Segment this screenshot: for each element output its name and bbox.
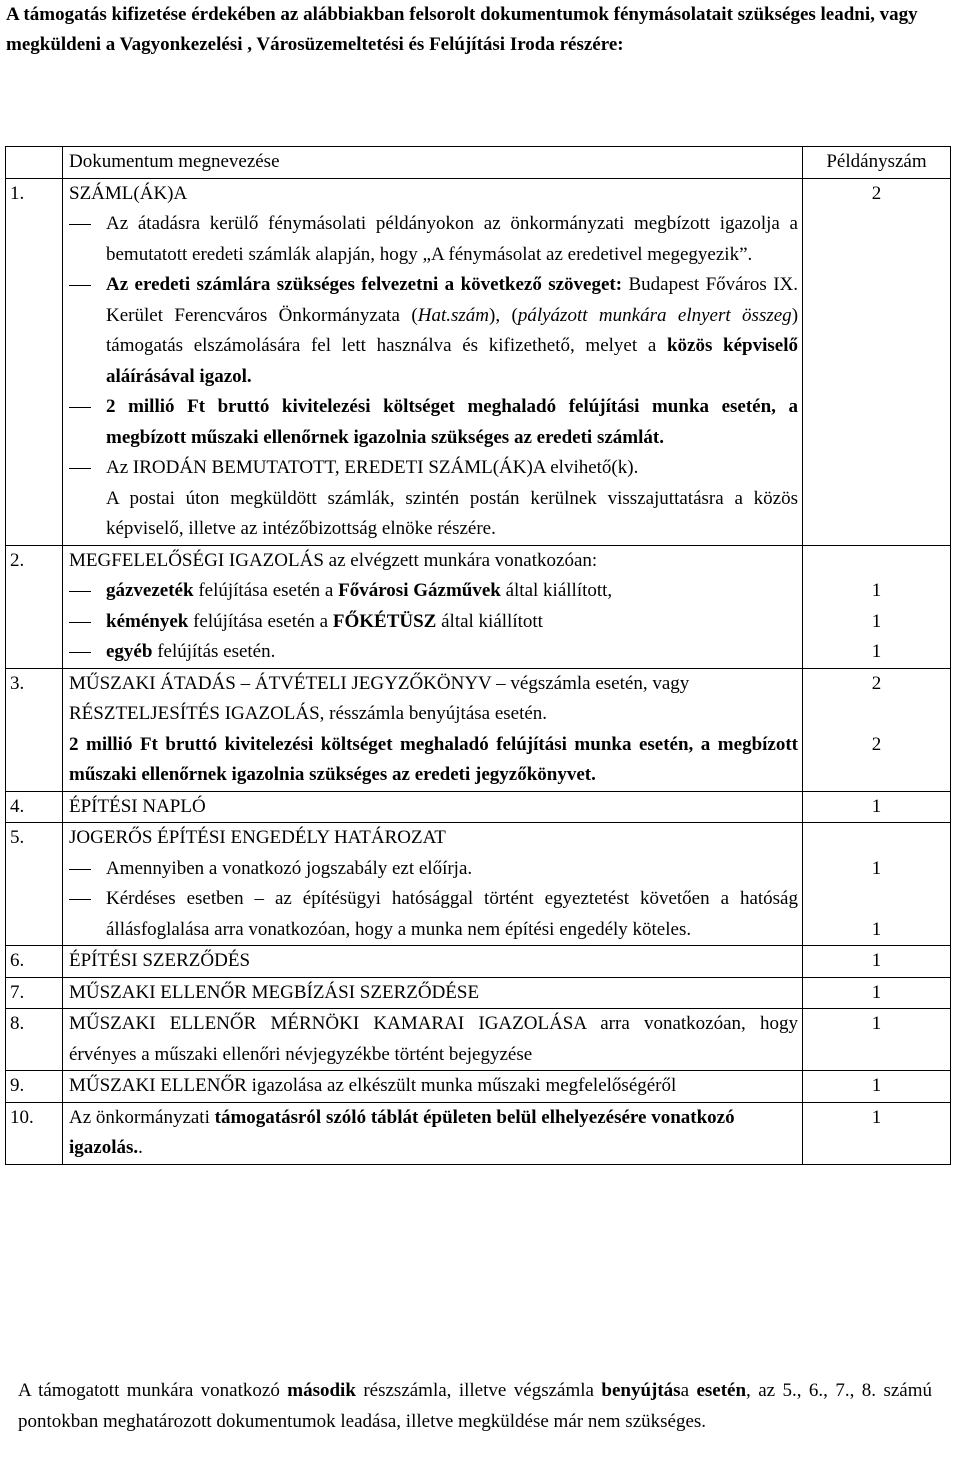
row-description: ÉPÍTÉSI SZERZŐDÉS (63, 946, 803, 978)
row-number: 2. (6, 545, 63, 668)
bullet-continuation: A postai úton megküldött számlák, szintén postán kerülnek visszajuttatásra a közös képviselő, illetve az intézőbizottság elnöke részére. (106, 487, 798, 539)
row-note: 2 millió Ft bruttó kivitelezési költséget meghaladó felújítási munka esetén, a megbízott műszaki ellenőrnek igazolnia szükséges az eredeti jegyzőkönyvet. (69, 733, 798, 785)
dash-icon (69, 622, 91, 623)
row-count: 1 1 (803, 823, 951, 946)
row-number: 10. (6, 1102, 63, 1164)
dash-icon (69, 652, 91, 653)
row-number: 1. (6, 178, 63, 545)
row-description (63, 668, 803, 791)
dash-icon (69, 224, 91, 225)
row-number: 6. (6, 946, 63, 978)
header-count: Példányszám (803, 147, 951, 179)
dash-icon (69, 468, 91, 469)
table-row (6, 1102, 951, 1164)
row-number: 9. (6, 1071, 63, 1103)
bullet-item: kémények felújítása esetén a FŐKÉTÜSZ által kiállított (69, 607, 798, 638)
row-number: 7. (6, 977, 63, 1009)
row-count: 2 2 (803, 668, 951, 791)
table-row (6, 823, 951, 946)
intro-paragraph: A támogatás kifizetése érdekében az alábbiakban felsorolt dokumentumok fénymásolatait szükséges leadni, vagy megküldeni a Vagyonkezelési , Városüzemeltetési és Felújítási Iroda részére: (6, 4, 918, 55)
row-title: MEGFELELŐSÉGI IGAZOLÁS az elvégzett munkára vonatkozóan: (69, 549, 598, 571)
row-count: 2 (803, 178, 951, 545)
bullet-item: gázvezeték felújítása esetén a Fővárosi Gázművek által kiállított, (69, 576, 798, 607)
row-description: ÉPÍTÉSI NAPLÓ (63, 791, 803, 823)
row-description (63, 545, 803, 668)
row-number: 5. (6, 823, 63, 946)
bullet-item: Az eredeti számlára szükséges felvezetni a következő szöveget: Budapest Főváros IX. Kerület Ferencváros Önkormányzata (Hat.szám), (pályázott munkára elnyert összeg) támogatás elszámolására fel lett használva és kifizethető, melyet a közös képviselő aláírásával igazol. (69, 270, 798, 392)
row-count: 1 (803, 977, 951, 1009)
row-line: RÉSZTELJESÍTÉS IGAZOLÁS, résszámla benyújtása esetén. (69, 703, 548, 724)
table-row (6, 1009, 951, 1071)
bullet-item: Amennyiben a vonatkozó jogszabály ezt előírja. (69, 854, 798, 885)
row-number: 4. (6, 791, 63, 823)
row-count: 1 (803, 946, 951, 978)
row-number: 3. (6, 668, 63, 791)
table-header-row (6, 147, 951, 179)
row-count: 1 (803, 1009, 951, 1071)
header-name: Dokumentum megnevezése (63, 147, 803, 179)
row-description: Az önkormányzati támogatásról szóló táblát épületen belül elhelyezésére vonatkozó igazolás.. (63, 1102, 803, 1164)
row-count: 1 (803, 791, 951, 823)
bullet-item: Az IRODÁN BEMUTATOTT, EREDETI SZÁML(ÁK)A elvihető(k). (69, 453, 798, 484)
row-description (63, 178, 803, 545)
row-description: MŰSZAKI ELLENŐR igazolása az elkészült munka műszaki megfelelőségéről (63, 1071, 803, 1103)
dash-icon (69, 869, 91, 870)
table-row (6, 791, 951, 823)
row-line: MŰSZAKI ÁTADÁS – ÁTVÉTELI JEGYZŐKÖNYV – végszámla esetén, vagy (69, 672, 690, 694)
row-description: MŰSZAKI ELLENŐR MEGBÍZÁSI SZERZŐDÉSE (63, 977, 803, 1009)
table-row (6, 545, 951, 668)
document-table (5, 146, 951, 1165)
row-title: JOGERŐS ÉPÍTÉSI ENGEDÉLY HATÁROZAT (69, 827, 446, 848)
table-row (6, 977, 951, 1009)
bullet-item: egyéb felújítás esetén. (69, 637, 798, 668)
dash-icon (69, 899, 91, 900)
closing-paragraph: A támogatott munkára vonatkozó második részszámla, illetve végszámla benyújtása esetén, az 5., 6., 7., 8. számú pontokban meghatározott dokumentumok leadása, illetve megküldése már nem szükséges. (18, 1380, 932, 1432)
table-row (6, 668, 951, 791)
row-title: SZÁML(ÁK)A (69, 182, 188, 204)
row-description: MŰSZAKI ELLENŐR MÉRNÖKI KAMARAI IGAZOLÁSA arra vonatkozóan, hogy érvényes a műszaki ellenőri névjegyzékbe történt bejegyzése (63, 1009, 803, 1071)
table-row (6, 1071, 951, 1103)
bullet-item: Az átadásra kerülő fénymásolati példányokon az önkormányzati megbízott igazolja a bemutatott eredeti számlák alapján, hogy „A fénymásolat az eredetivel megegyezik”. (69, 209, 798, 270)
table-row (6, 946, 951, 978)
dash-icon (69, 407, 91, 408)
row-description (63, 823, 803, 946)
dash-icon (69, 591, 91, 592)
row-count: 1 (803, 1071, 951, 1103)
dash-icon (69, 285, 91, 286)
row-count: 1 1 1 (803, 545, 951, 668)
row-number: 8. (6, 1009, 63, 1071)
row-count: 1 (803, 1102, 951, 1164)
table-row (6, 178, 951, 545)
bullet-item: 2 millió Ft bruttó kivitelezési költséget meghaladó felújítási munka esetén, a megbízott műszaki ellenőrnek igazolnia szükséges az eredeti számlát. (69, 392, 798, 453)
bullet-item: Kérdéses esetben – az építésügyi hatósággal történt egyeztetést követően a hatóság állásfoglalása arra vonatkozóan, hogy a munka nem építési engedély köteles. (69, 884, 798, 945)
